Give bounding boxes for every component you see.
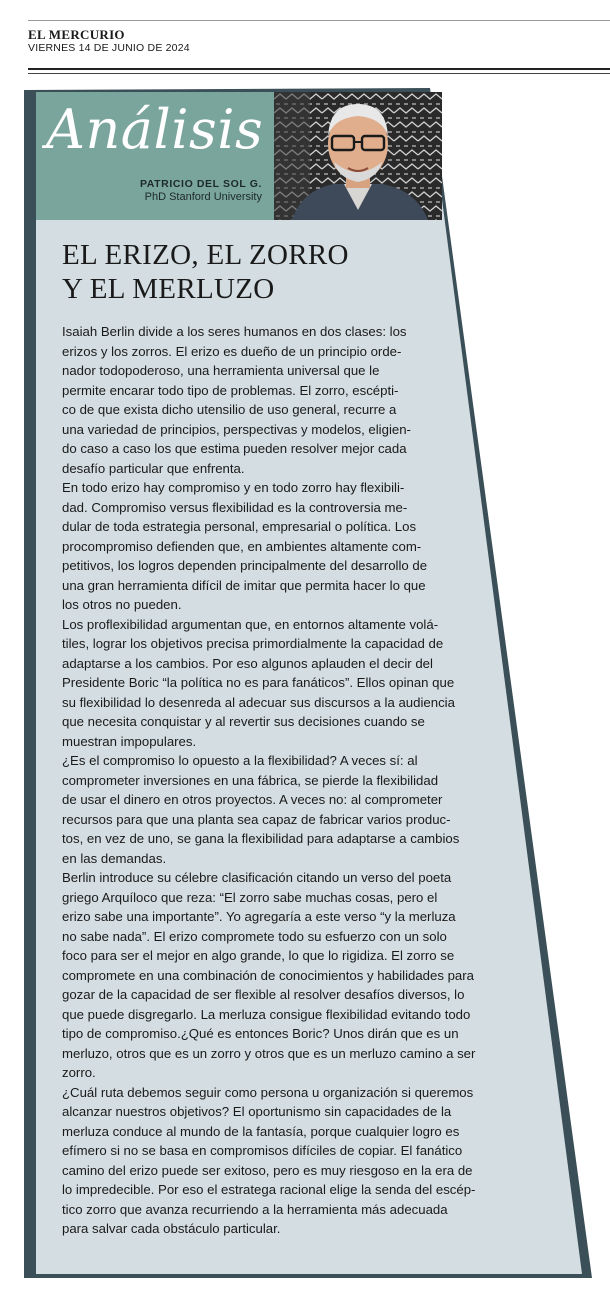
masthead (28, 28, 190, 55)
body-line: Presidente Boric “la política no es para fanáticos”. Ellos opinan que (62, 675, 455, 690)
body-line: Isaiah Berlin divide a los seres humanos en dos clases: los (62, 324, 407, 339)
body-line: permite encarar todo tipo de problemas. El zorro, escépti- (62, 382, 399, 398)
body-line: Berlin introduce su célebre clasificación citando un verso del poeta (62, 870, 452, 885)
body-line: merluzo, otros que es un zorro y otros que es un merluzo camino a ser (62, 1045, 476, 1061)
newspaper-name: EL MERCURIO (28, 27, 125, 42)
body-line: Los proflexibilidad argumentan que, en entornos altamente volá- (62, 616, 439, 632)
section-kicker: Análisis (46, 98, 264, 161)
masthead-rule-thin (28, 73, 610, 74)
body-line: ¿Es el compromiso lo opuesto a la flexibilidad? A veces sí: al (62, 753, 418, 768)
body-line: muestran impopulares. (62, 733, 197, 749)
body-line: lo impredecible. Por eso el estratega racional elige la senda del escép- (62, 1182, 476, 1197)
body-line: los otros no pueden. (62, 597, 182, 612)
body-line: de usar el dinero en otros proyectos. A veces no: al comprometer (62, 792, 443, 807)
body-line: su flexibilidad lo desenreda al adecuar sus discursos a la audiencia (62, 694, 455, 710)
body-line: co de que exista dicho utensilio de uso general, recurre a (62, 402, 397, 417)
body-line: dular de toda estrategia personal, empresarial o política. Los (62, 519, 417, 534)
body-line: adaptarse a los cambios. Por eso algunos aplauden el decir del (62, 655, 433, 671)
article-body (62, 322, 532, 1239)
body-line: efímero si no se basa en compromisos difíciles de copiar. El fanático (62, 1143, 463, 1158)
body-line: gozar de la capacidad de ser flexible al resolver desafíos diversos, lo (62, 987, 465, 1002)
body-line: para salvar cada obstáculo particular. (62, 1221, 281, 1236)
author-credential: PhD Stanford University (144, 191, 262, 203)
body-line: petitivos, los logros dependen principalmente del desarrollo de (62, 558, 428, 573)
body-line: tos, en vez de uno, se gana la flexibilidad para adaptarse a cambios (62, 831, 460, 846)
publication-date: VIERNES 14 DE JUNIO DE 2024 (28, 42, 190, 54)
author-name: PATRICIO DEL SOL G. (139, 178, 262, 190)
body-line: no sabe nada”. El erizo compromete todo su esfuerzo con un solo (62, 928, 447, 944)
body-line: comprometer inversiones en una fábrica, se pierde la flexibilidad (62, 772, 439, 788)
body-line: tiles, lograr los objetivos precisa primordialmente la capacidad de (62, 636, 444, 651)
author-byline (126, 178, 262, 204)
masthead-rule-thick (28, 68, 610, 70)
body-line: tipo de compromiso.¿Qué es entonces Boric? Unos dirán que es un (62, 1026, 459, 1041)
body-line: compromete en una combinación de conocimientos y habilidades para (62, 967, 474, 983)
body-line: do caso a caso los que estima pueden resolver mejor cada (62, 441, 407, 456)
body-line: zorro. (62, 1065, 96, 1080)
body-line: tico zorro que avanza recurriendo a la herramienta más adecuada (62, 1201, 448, 1217)
headline-line-1: EL ERIZO, EL ZORRO (62, 239, 349, 271)
body-line: camino del erizo puede ser exitoso, pero es muy riesgoso en la era de (62, 1162, 473, 1178)
body-line: nador todopoderoso, una herramienta universal que le (62, 363, 380, 378)
body-line: una gran herramienta difícil de imitar que permita hacer lo que (62, 577, 426, 593)
body-line: dad. Compromiso versus flexibilidad es la controversia me- (62, 499, 408, 515)
body-line: erizos y los zorros. El erizo es dueño de un principio orde- (62, 343, 402, 359)
body-line: alcanzar nuestros objetivos? El oportunismo sin capacidades de la (62, 1104, 452, 1119)
portrait-svg (274, 92, 442, 220)
body-line: recursos para que una planta sea capaz de fabricar varios produc- (62, 811, 451, 827)
body-line: griego Arquíloco que reza: “El zorro sabe muchas cosas, pero el (62, 889, 438, 905)
body-line: que puede disgregarlo. La merluza consigue flexibilidad evitando todo (62, 1006, 471, 1022)
body-line: que necesita conquistar y al revertir sus decisiones cuando se (62, 714, 425, 729)
article-headline (62, 238, 382, 306)
body-line: una variedad de principios, perspectivas y modelos, eligien- (62, 421, 411, 437)
headline-line-2: Y EL MERLUZO (62, 273, 275, 305)
body-line: erizo sabe una importante”. Yo agregaría a este verso “y la merluza (62, 909, 456, 924)
author-portrait-icon (274, 92, 442, 220)
body-line: procompromiso defienden que, en ambientes altamente com- (62, 538, 422, 554)
body-line: foco para ser el mejor en algo grande, lo que lo rigidiza. El zorro se (62, 948, 455, 963)
body-line: merluza conduce al mundo de la fantasía, porque cualquier logro es (62, 1123, 460, 1139)
body-line: en las demandas. (62, 850, 167, 866)
body-line: En todo erizo hay compromiso y en todo zorro hay flexibili- (62, 480, 405, 495)
body-line: ¿Cuál ruta debemos seguir como persona u organización si queremos (62, 1084, 474, 1100)
body-line: desafío particular que enfrenta. (62, 460, 245, 476)
top-rule (28, 20, 610, 21)
